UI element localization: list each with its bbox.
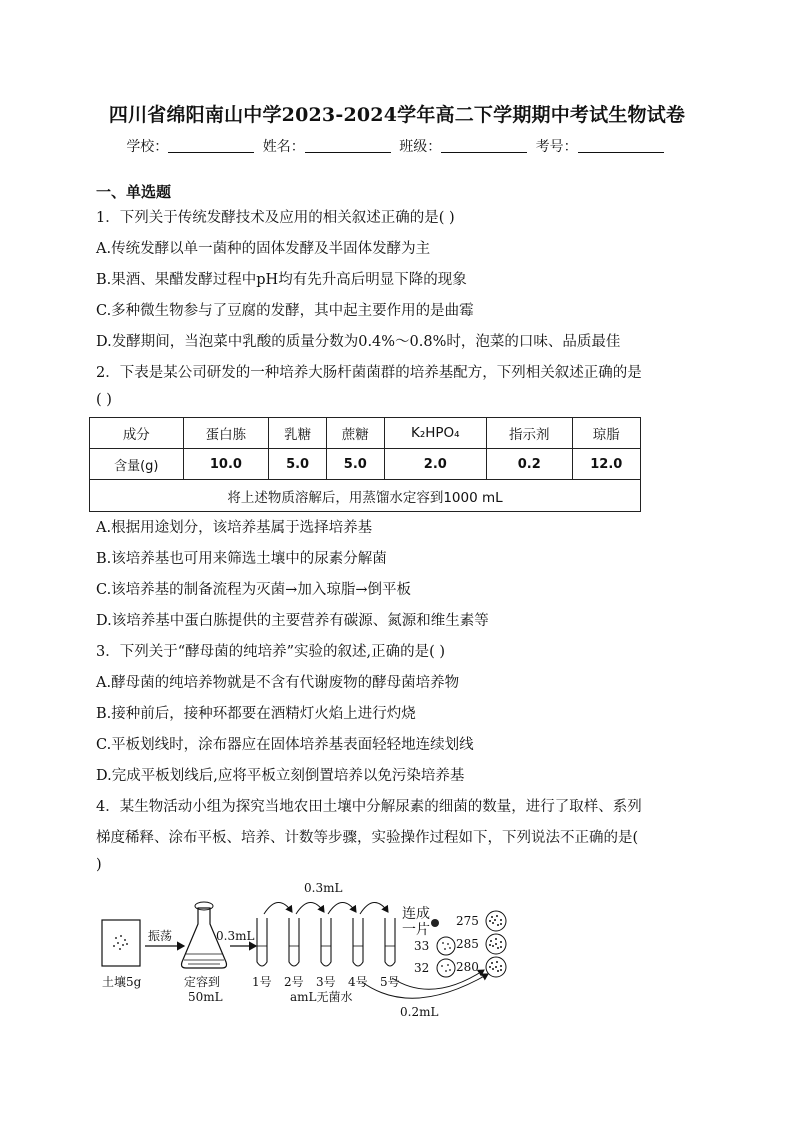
section-heading: 一、单选题: [96, 183, 172, 201]
tube-label: 2号: [284, 975, 304, 989]
arc-arrow-3: [328, 902, 356, 914]
transfer-label: 0.3mL: [216, 929, 255, 943]
culture-plate: [437, 959, 455, 977]
tube-label: 4号: [348, 975, 368, 989]
table-header-cell: 指示剂: [486, 418, 572, 449]
q3-option-c: C.平板划线时，涂布器应在固体培养基表面轻轻地连续划线: [96, 737, 474, 753]
flask-label-2: 50mL: [188, 990, 223, 1004]
student-info-row: [0, 136, 794, 156]
q4-stem: 4．某生物活动小组为探究当地农田土壤中分解尿素的细菌的数量，进行了取样、系列: [96, 799, 642, 815]
q4-stem-end: ): [96, 857, 102, 873]
culture-plate: [437, 937, 455, 955]
table-cell: 2.0: [384, 449, 486, 480]
table-cell: 12.0: [572, 449, 640, 480]
soil-sample-box: [102, 920, 140, 966]
merged-label-1: 连成: [402, 906, 430, 922]
q1-option-b: B.果酒、果醋发酵过程中pH均有先升高后明显下降的现象: [96, 272, 467, 288]
bottom-transfer-label: 0.2mL: [400, 1005, 439, 1019]
school-label: 学校：: [126, 139, 169, 155]
arc-arrow-4: [360, 902, 388, 914]
q2-option-d: D.该培养基中蛋白胨提供的主要营养有碳源、氮源和维生素等: [96, 613, 489, 629]
table-header-cell: 蛋白胨: [183, 418, 269, 449]
table-header-cell: 乳糖: [269, 418, 327, 449]
plate-merged: [431, 919, 439, 927]
shake-label: 振荡: [148, 929, 173, 943]
tube-label: 1号: [252, 975, 272, 989]
culture-plate: [486, 957, 506, 977]
merged-label-2: 一片: [402, 922, 430, 938]
class-blank[interactable]: [441, 138, 527, 153]
table-header-cell: 成分: [90, 418, 184, 449]
arc-arrow-1: [264, 902, 292, 914]
school-blank[interactable]: [168, 138, 254, 153]
q2-stem: 2．下表是某公司研发的一种培养大肠杆菌菌群的培养基配方，下列相关叙述正确的是: [96, 365, 642, 381]
table-cell: 10.0: [183, 449, 269, 480]
flask-label-1: 定容到: [184, 975, 221, 989]
table-note-row: [90, 480, 641, 512]
table-row: [90, 449, 641, 480]
plate-count: 275: [456, 914, 479, 928]
q3-option-a: A.酵母菌的纯培养物就是不含有代谢废物的酵母菌培养物: [96, 675, 460, 691]
test-tube: [353, 918, 363, 966]
test-tube: [321, 918, 331, 966]
test-tube: [385, 918, 395, 966]
page-title: 四川省绵阳南山中学2023-2024学年高二下学期期中考试生物试卷: [108, 104, 686, 126]
table-cell: 0.2: [486, 449, 572, 480]
number-label: 考号：: [535, 139, 578, 155]
table-note: 将上述物质溶解后，用蒸馏水定容到1000 mL: [90, 480, 641, 512]
sterile-water-label: amL无菌水: [290, 990, 353, 1004]
table-header-row: [90, 418, 641, 449]
q1-stem: 1．下列关于传统发酵技术及应用的相关叙述正确的是( ): [96, 210, 455, 226]
plate-count: 280: [456, 960, 479, 974]
q4-stem-cont: 梯度稀释、涂布平板、培养、计数等步骤，实验操作过程如下，下列说法不正确的是(: [96, 830, 639, 846]
class-label: 班级：: [399, 139, 442, 155]
q3-option-b: B.接种前后，接种环都要在酒精灯火焰上进行灼烧: [96, 706, 416, 722]
q1-option-a: A.传统发酵以单一菌种的固体发酵及半固体发酵为主: [96, 241, 431, 257]
table-row-label: 含量(g): [90, 449, 184, 480]
arc-arrow-2: [296, 902, 324, 914]
name-label: 姓名：: [262, 139, 305, 155]
medium-recipe-table: [89, 417, 641, 512]
table-cell: 5.0: [269, 449, 327, 480]
q2-stem-cont: ( ): [96, 392, 112, 408]
q1-option-c: C.多种微生物参与了豆腐的发酵，其中起主要作用的是曲霉: [96, 303, 474, 319]
tube-label: 3号: [316, 975, 336, 989]
q2-option-b: B.该培养基也可用来筛选土壤中的尿素分解菌: [96, 551, 387, 567]
test-tube: [257, 918, 267, 966]
q3-option-d: D.完成平板划线后,应将平板立刻倒置培养以免污染培养基: [96, 768, 465, 784]
name-blank[interactable]: [305, 138, 391, 153]
soil-label: 土壤5g: [102, 975, 142, 989]
q2-option-c: C.该培养基的制备流程为灭菌→加入琼脂→倒平板: [96, 582, 411, 598]
test-tube: [289, 918, 299, 966]
tube-label: 5号: [380, 975, 400, 989]
top-transfer-label: 0.3mL: [304, 881, 343, 895]
q3-stem: 3．下列关于“酵母菌的纯培养”实验的叙述,正确的是( ): [96, 644, 446, 660]
plate-count: 285: [456, 937, 479, 951]
table-header-cell: 琼脂: [572, 418, 640, 449]
culture-plate: [486, 934, 506, 954]
table-header-cell: K₂HPO₄: [384, 418, 486, 449]
table-header-cell: 蔗糖: [326, 418, 384, 449]
plate-count: 32: [414, 961, 430, 975]
number-blank[interactable]: [578, 138, 664, 153]
table-cell: 5.0: [326, 449, 384, 480]
q1-option-d: D.发酵期间，当泡菜中乳酸的质量分数为0.4%～0.8%时，泡菜的口味、品质最佳: [96, 334, 621, 350]
culture-plate: [486, 911, 506, 931]
dilution-experiment-figure: [92, 878, 532, 1028]
q2-option-a: A.根据用途划分，该培养基属于选择培养基: [96, 520, 373, 536]
plate-count: 33: [414, 939, 430, 953]
